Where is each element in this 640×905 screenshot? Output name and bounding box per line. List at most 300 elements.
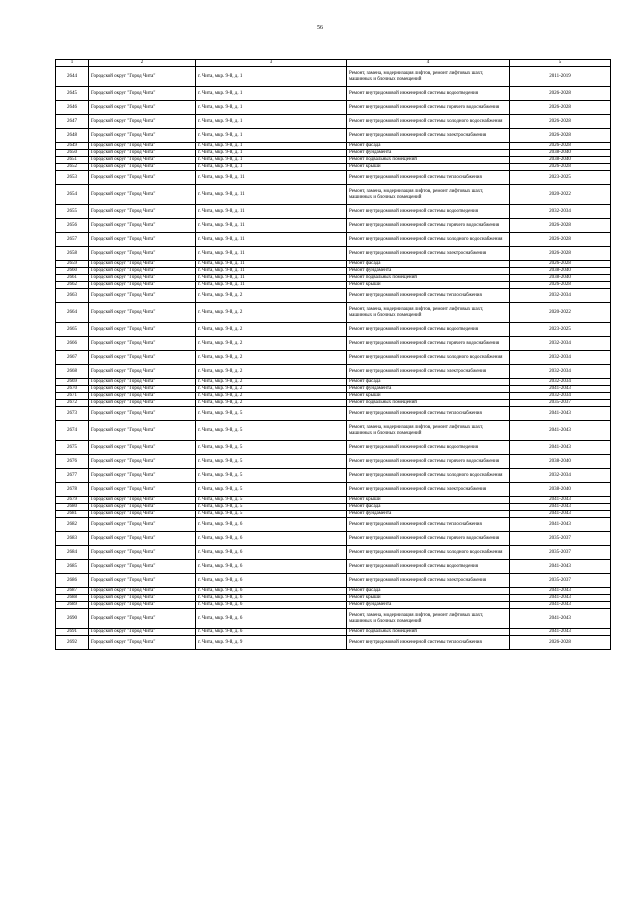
period-cell: 2032-2034 (510, 365, 611, 379)
address-cell: г. Чита, мкр. 9-й, д. 11 (196, 171, 347, 185)
work-type-cell: Ремонт крыши (347, 497, 510, 504)
municipality-cell: Городской округ "Город Чита" (89, 518, 196, 532)
work-type-cell: Ремонт внутридомовой инженерной системы электроснабжения (347, 483, 510, 497)
work-type-cell: Ремонт внутридомовой инженерной системы электроснабжения (347, 247, 510, 261)
address-cell: г. Чита, мкр. 9-й, д. 1 (196, 115, 347, 129)
work-type-cell: Ремонт фасада (347, 261, 510, 268)
municipality-cell: Городской округ "Город Чита" (89, 365, 196, 379)
row-number-cell: 2687 (56, 588, 89, 595)
period-cell: 2026-2028 (510, 233, 611, 247)
work-type-cell: Ремонт крыши (347, 393, 510, 400)
work-type-cell: Ремонт внутридомовой инженерной системы теплоснабжения (347, 636, 510, 650)
table-row (56, 546, 611, 560)
address-cell: г. Чита, мкр. 9-й, д. 5 (196, 497, 347, 504)
address-cell: г. Чита, мкр. 9-й, д. 2 (196, 365, 347, 379)
address-cell: г. Чита, мкр. 9-й, д. 6 (196, 518, 347, 532)
period-cell: 2035-2037 (510, 574, 611, 588)
address-cell: г. Чита, мкр. 9-й, д. 1 (196, 67, 347, 87)
period-cell: 2041-2043 (510, 609, 611, 629)
municipality-cell: Городской округ "Город Чита" (89, 595, 196, 602)
period-cell: 2038-2040 (510, 455, 611, 469)
work-type-cell: Ремонт фундамента (347, 268, 510, 275)
table-row (56, 268, 611, 275)
municipality-cell: Городской округ "Город Чита" (89, 574, 196, 588)
period-cell: 2026-2028 (510, 282, 611, 289)
row-number-cell: 2647 (56, 115, 89, 129)
row-number-cell: 2645 (56, 87, 89, 101)
period-cell: 2041-2043 (510, 588, 611, 595)
municipality-cell: Городской округ "Город Чита" (89, 205, 196, 219)
municipality-cell: Городской округ "Город Чита" (89, 143, 196, 150)
table-row (56, 351, 611, 365)
address-cell: г. Чита, мкр. 9-й, д. 5 (196, 483, 347, 497)
address-cell: г. Чита, мкр. 9-й, д. 6 (196, 546, 347, 560)
address-cell: г. Чита, мкр. 9-й, д. 9 (196, 636, 347, 650)
work-type-cell: Ремонт, замена, модернизация лифтов, ремонт лифтовых шахт, машинных и блочных помещений (347, 303, 510, 323)
work-type-cell: Ремонт фундамента (347, 150, 510, 157)
table-row (56, 595, 611, 602)
period-cell: 2041-2043 (510, 421, 611, 441)
work-type-cell: Ремонт подвальных помещений (347, 629, 510, 636)
table-row (56, 164, 611, 171)
period-cell: 2026-2028 (510, 101, 611, 115)
work-type-cell: Ремонт внутридомовой инженерной системы холодного водоснабжения (347, 469, 510, 483)
row-number-cell: 2670 (56, 386, 89, 393)
address-cell: г. Чита, мкр. 9-й, д. 1 (196, 150, 347, 157)
period-cell: 2026-2028 (510, 247, 611, 261)
period-cell: 2023-2025 (510, 171, 611, 185)
address-cell: г. Чита, мкр. 9-й, д. 11 (196, 233, 347, 247)
period-cell: 2041-2043 (510, 407, 611, 421)
address-cell: г. Чита, мкр. 9-й, д. 5 (196, 421, 347, 441)
table-row (56, 504, 611, 511)
address-cell: г. Чита, мкр. 9-й, д. 5 (196, 511, 347, 518)
period-cell: 2035-2037 (510, 400, 611, 407)
municipality-cell: Городской округ "Город Чита" (89, 282, 196, 289)
period-cell: 2026-2028 (510, 87, 611, 101)
municipality-cell: Городской округ "Город Чита" (89, 337, 196, 351)
municipality-cell: Городской округ "Город Чита" (89, 441, 196, 455)
table-row (56, 150, 611, 157)
municipality-cell: Городской округ "Город Чита" (89, 636, 196, 650)
table-row (56, 282, 611, 289)
municipality-cell: Городской округ "Город Чита" (89, 602, 196, 609)
address-cell: г. Чита, мкр. 9-й, д. 5 (196, 504, 347, 511)
address-cell: г. Чита, мкр. 9-й, д. 6 (196, 602, 347, 609)
address-cell: г. Чита, мкр. 9-й, д. 11 (196, 275, 347, 282)
municipality-cell: Городской округ "Город Чита" (89, 560, 196, 574)
period-cell: 2041-2043 (510, 504, 611, 511)
address-cell: г. Чита, мкр. 9-й, д. 6 (196, 595, 347, 602)
work-type-cell: Ремонт внутридомовой инженерной системы водоотведения (347, 441, 510, 455)
table-row (56, 609, 611, 629)
row-number-cell: 2674 (56, 421, 89, 441)
table-row (56, 289, 611, 303)
municipality-cell: Городской округ "Город Чита" (89, 67, 196, 87)
municipality-cell: Городской округ "Город Чита" (89, 150, 196, 157)
table-row (56, 205, 611, 219)
row-number-cell: 2667 (56, 351, 89, 365)
municipality-cell: Городской округ "Город Чита" (89, 275, 196, 282)
row-number-cell: 2660 (56, 268, 89, 275)
work-type-cell: Ремонт внутридомовой инженерной системы электроснабжения (347, 574, 510, 588)
table-row (56, 185, 611, 205)
work-type-cell: Ремонт внутридомовой инженерной системы теплоснабжения (347, 289, 510, 303)
column-header-2: 2 (89, 60, 196, 67)
address-cell: г. Чита, мкр. 9-й, д. 5 (196, 455, 347, 469)
address-cell: г. Чита, мкр. 9-й, д. 2 (196, 303, 347, 323)
municipality-cell: Городской округ "Город Чита" (89, 261, 196, 268)
period-cell: 2041-2043 (510, 441, 611, 455)
address-cell: г. Чита, мкр. 9-й, д. 11 (196, 247, 347, 261)
period-cell: 2026-2028 (510, 261, 611, 268)
row-number-cell: 2671 (56, 393, 89, 400)
row-number-cell: 2677 (56, 469, 89, 483)
row-number-cell: 2685 (56, 560, 89, 574)
address-cell: г. Чита, мкр. 9-й, д. 5 (196, 407, 347, 421)
period-cell: 2038-2040 (510, 150, 611, 157)
work-type-cell: Ремонт фасада (347, 504, 510, 511)
address-cell: г. Чита, мкр. 9-й, д. 6 (196, 560, 347, 574)
table-row (56, 629, 611, 636)
row-number-cell: 2651 (56, 157, 89, 164)
page-number: 56 (317, 25, 323, 31)
municipality-cell: Городской округ "Город Чита" (89, 609, 196, 629)
table-row (56, 469, 611, 483)
period-cell: 2032-2034 (510, 469, 611, 483)
address-cell: г. Чита, мкр. 9-й, д. 6 (196, 574, 347, 588)
row-number-cell: 2656 (56, 219, 89, 233)
address-cell: г. Чита, мкр. 9-й, д. 1 (196, 157, 347, 164)
municipality-cell: Городской округ "Город Чита" (89, 247, 196, 261)
table-row (56, 407, 611, 421)
address-cell: г. Чита, мкр. 9-й, д. 2 (196, 400, 347, 407)
address-cell: г. Чита, мкр. 9-й, д. 5 (196, 469, 347, 483)
address-cell: г. Чита, мкр. 9-й, д. 1 (196, 87, 347, 101)
table-row (56, 511, 611, 518)
municipality-cell: Городской округ "Город Чита" (89, 157, 196, 164)
work-type-cell: Ремонт внутридомовой инженерной системы горячего водоснабжения (347, 337, 510, 351)
work-type-cell: Ремонт внутридомовой инженерной системы водоотведения (347, 323, 510, 337)
period-cell: 2011-2019 (510, 67, 611, 87)
row-number-cell: 2690 (56, 609, 89, 629)
address-cell: г. Чита, мкр. 9-й, д. 2 (196, 337, 347, 351)
municipality-cell: Городской округ "Город Чита" (89, 164, 196, 171)
column-header-3: 3 (196, 60, 347, 67)
work-type-cell: Ремонт внутридомовой инженерной системы водоотведения (347, 560, 510, 574)
row-number-cell: 2646 (56, 101, 89, 115)
table-row (56, 129, 611, 143)
work-type-cell: Ремонт внутридомовой инженерной системы холодного водоснабжения (347, 351, 510, 365)
table-row (56, 303, 611, 323)
work-type-cell: Ремонт внутридомовой инженерной системы горячего водоснабжения (347, 219, 510, 233)
address-cell: г. Чита, мкр. 9-й, д. 2 (196, 323, 347, 337)
table-row (56, 532, 611, 546)
municipality-cell: Городской округ "Город Чита" (89, 483, 196, 497)
row-number-cell: 2664 (56, 303, 89, 323)
row-number-cell: 2669 (56, 379, 89, 386)
period-cell: 2038-2040 (510, 483, 611, 497)
municipality-cell: Городской округ "Город Чита" (89, 407, 196, 421)
table-row (56, 393, 611, 400)
municipality-cell: Городской округ "Город Чита" (89, 386, 196, 393)
row-number-cell: 2658 (56, 247, 89, 261)
period-cell: 2038-2040 (510, 275, 611, 282)
period-cell: 2026-2028 (510, 636, 611, 650)
row-number-cell: 2675 (56, 441, 89, 455)
address-cell: г. Чита, мкр. 9-й, д. 1 (196, 129, 347, 143)
address-cell: г. Чита, мкр. 9-й, д. 5 (196, 441, 347, 455)
table-row (56, 323, 611, 337)
work-type-cell: Ремонт внутридомовой инженерной системы холодного водоснабжения (347, 546, 510, 560)
table-row (56, 157, 611, 164)
work-type-cell: Ремонт крыши (347, 595, 510, 602)
period-cell: 2020-2022 (510, 303, 611, 323)
table-row (56, 275, 611, 282)
row-number-cell: 2654 (56, 185, 89, 205)
row-number-cell: 2676 (56, 455, 89, 469)
period-cell: 2038-2040 (510, 268, 611, 275)
period-cell: 2035-2037 (510, 532, 611, 546)
row-number-cell: 2662 (56, 282, 89, 289)
period-cell: 2041-2043 (510, 629, 611, 636)
period-cell: 2035-2037 (510, 546, 611, 560)
address-cell: г. Чита, мкр. 9-й, д. 11 (196, 268, 347, 275)
row-number-cell: 2681 (56, 511, 89, 518)
municipality-cell: Городской округ "Город Чита" (89, 379, 196, 386)
work-type-cell: Ремонт внутридомовой инженерной системы горячего водоснабжения (347, 532, 510, 546)
work-type-cell: Ремонт подвальных помещений (347, 157, 510, 164)
table-row (56, 219, 611, 233)
address-cell: г. Чита, мкр. 9-й, д. 6 (196, 588, 347, 595)
column-number-row (56, 60, 611, 67)
table-row (56, 588, 611, 595)
municipality-cell: Городской округ "Город Чита" (89, 629, 196, 636)
row-number-cell: 2692 (56, 636, 89, 650)
table-row (56, 365, 611, 379)
row-number-cell: 2644 (56, 67, 89, 87)
work-type-cell: Ремонт внутридомовой инженерной системы водоотведения (347, 87, 510, 101)
work-type-cell: Ремонт фасада (347, 379, 510, 386)
address-cell: г. Чита, мкр. 9-й, д. 11 (196, 185, 347, 205)
address-cell: г. Чита, мкр. 9-й, д. 2 (196, 289, 347, 303)
row-number-cell: 2678 (56, 483, 89, 497)
table-row (56, 602, 611, 609)
work-type-cell: Ремонт фундамента (347, 511, 510, 518)
work-type-cell: Ремонт внутридомовой инженерной системы водоотведения (347, 205, 510, 219)
row-number-cell: 2653 (56, 171, 89, 185)
row-number-cell: 2650 (56, 150, 89, 157)
work-type-cell: Ремонт, замена, модернизация лифтов, ремонт лифтовых шахт, машинных и блочных помещений (347, 67, 510, 87)
address-cell: г. Чита, мкр. 9-й, д. 11 (196, 205, 347, 219)
address-cell: г. Чита, мкр. 9-й, д. 1 (196, 101, 347, 115)
row-number-cell: 2668 (56, 365, 89, 379)
table-row (56, 379, 611, 386)
address-cell: г. Чита, мкр. 9-й, д. 2 (196, 393, 347, 400)
row-number-cell: 2649 (56, 143, 89, 150)
period-cell: 2026-2028 (510, 164, 611, 171)
work-type-cell: Ремонт внутридомовой инженерной системы теплоснабжения (347, 171, 510, 185)
table-row (56, 421, 611, 441)
address-cell: г. Чита, мкр. 9-й, д. 11 (196, 219, 347, 233)
address-cell: г. Чита, мкр. 9-й, д. 6 (196, 609, 347, 629)
row-number-cell: 2672 (56, 400, 89, 407)
period-cell: 2041-2043 (510, 518, 611, 532)
municipality-cell: Городской округ "Город Чита" (89, 171, 196, 185)
row-number-cell: 2688 (56, 595, 89, 602)
municipality-cell: Городской округ "Город Чита" (89, 233, 196, 247)
work-type-cell: Ремонт внутридомовой инженерной системы электроснабжения (347, 365, 510, 379)
table-row (56, 233, 611, 247)
table-row (56, 67, 611, 87)
table-row (56, 455, 611, 469)
row-number-cell: 2682 (56, 518, 89, 532)
table-row (56, 560, 611, 574)
municipality-cell: Городской округ "Город Чита" (89, 455, 196, 469)
period-cell: 2032-2034 (510, 393, 611, 400)
table-row (56, 518, 611, 532)
row-number-cell: 2689 (56, 602, 89, 609)
work-type-cell: Ремонт фундамента (347, 386, 510, 393)
municipality-cell: Городской округ "Город Чита" (89, 588, 196, 595)
municipality-cell: Городской округ "Город Чита" (89, 351, 196, 365)
municipality-cell: Городской округ "Город Чита" (89, 115, 196, 129)
table-row (56, 247, 611, 261)
work-type-cell: Ремонт подвальных помещений (347, 275, 510, 282)
work-type-cell: Ремонт фундамента (347, 602, 510, 609)
period-cell: 2026-2028 (510, 143, 611, 150)
address-cell: г. Чита, мкр. 9-й, д. 2 (196, 386, 347, 393)
period-cell: 2032-2034 (510, 351, 611, 365)
municipality-cell: Городской округ "Город Чита" (89, 546, 196, 560)
row-number-cell: 2665 (56, 323, 89, 337)
work-type-cell: Ремонт, замена, модернизация лифтов, ремонт лифтовых шахт, машинных и блочных помещений (347, 185, 510, 205)
column-header-1: 1 (56, 60, 89, 67)
work-type-cell: Ремонт крыши (347, 164, 510, 171)
period-cell: 2032-2034 (510, 379, 611, 386)
municipality-cell: Городской округ "Город Чита" (89, 289, 196, 303)
table-row (56, 115, 611, 129)
work-type-cell: Ремонт крыши (347, 282, 510, 289)
municipality-cell: Городской округ "Город Чита" (89, 185, 196, 205)
work-type-cell: Ремонт фасада (347, 588, 510, 595)
municipality-cell: Городской округ "Город Чита" (89, 101, 196, 115)
row-number-cell: 2679 (56, 497, 89, 504)
work-type-cell: Ремонт внутридомовой инженерной системы горячего водоснабжения (347, 101, 510, 115)
row-number-cell: 2684 (56, 546, 89, 560)
period-cell: 2041-2043 (510, 511, 611, 518)
table-row (56, 386, 611, 393)
work-type-cell: Ремонт внутридомовой инженерной системы горячего водоснабжения (347, 455, 510, 469)
table-row (56, 337, 611, 351)
row-number-cell: 2648 (56, 129, 89, 143)
municipality-cell: Городской округ "Город Чита" (89, 400, 196, 407)
work-type-cell: Ремонт, замена, модернизация лифтов, ремонт лифтовых шахт, машинных и блочных помещений (347, 421, 510, 441)
table-row (56, 441, 611, 455)
table-row (56, 87, 611, 101)
work-type-cell: Ремонт внутридомовой инженерной системы теплоснабжения (347, 518, 510, 532)
municipality-cell: Городской округ "Город Чита" (89, 323, 196, 337)
work-type-cell: Ремонт внутридомовой инженерной системы теплоснабжения (347, 407, 510, 421)
period-cell: 2041-2043 (510, 602, 611, 609)
period-cell: 2032-2034 (510, 205, 611, 219)
period-cell: 2023-2025 (510, 323, 611, 337)
address-cell: г. Чита, мкр. 9-й, д. 1 (196, 143, 347, 150)
municipality-cell: Городской округ "Город Чита" (89, 421, 196, 441)
period-cell: 2041-2043 (510, 560, 611, 574)
municipality-cell: Городской округ "Город Чита" (89, 469, 196, 483)
period-cell: 2032-2034 (510, 289, 611, 303)
municipality-cell: Городской округ "Город Чита" (89, 497, 196, 504)
period-cell: 2032-2034 (510, 337, 611, 351)
municipality-cell: Городской округ "Город Чита" (89, 504, 196, 511)
period-cell: 2041-2043 (510, 497, 611, 504)
table-body (56, 67, 611, 650)
work-type-cell: Ремонт внутридомовой инженерной системы холодного водоснабжения (347, 233, 510, 247)
table-row (56, 400, 611, 407)
address-cell: г. Чита, мкр. 9-й, д. 6 (196, 532, 347, 546)
period-cell: 2026-2028 (510, 129, 611, 143)
work-type-cell: Ремонт фасада (347, 143, 510, 150)
work-type-cell: Ремонт внутридомовой инженерной системы холодного водоснабжения (347, 115, 510, 129)
row-number-cell: 2683 (56, 532, 89, 546)
work-type-cell: Ремонт внутридомовой инженерной системы электроснабжения (347, 129, 510, 143)
municipality-cell: Городской округ "Город Чита" (89, 303, 196, 323)
row-number-cell: 2673 (56, 407, 89, 421)
municipality-cell: Городской округ "Город Чита" (89, 511, 196, 518)
municipality-cell: Городской округ "Город Чита" (89, 87, 196, 101)
row-number-cell: 2657 (56, 233, 89, 247)
table-row (56, 497, 611, 504)
address-cell: г. Чита, мкр. 9-й, д. 6 (196, 629, 347, 636)
municipality-cell: Городской округ "Город Чита" (89, 268, 196, 275)
table-row (56, 574, 611, 588)
municipality-cell: Городской округ "Город Чита" (89, 129, 196, 143)
table-row (56, 483, 611, 497)
address-cell: г. Чита, мкр. 9-й, д. 1 (196, 164, 347, 171)
municipality-cell: Городской округ "Город Чита" (89, 393, 196, 400)
period-cell: 2041-2043 (510, 595, 611, 602)
period-cell: 2038-2040 (510, 157, 611, 164)
table-row (56, 143, 611, 150)
row-number-cell: 2661 (56, 275, 89, 282)
row-number-cell: 2652 (56, 164, 89, 171)
row-number-cell: 2691 (56, 629, 89, 636)
table-row (56, 636, 611, 650)
table-row (56, 101, 611, 115)
row-number-cell: 2666 (56, 337, 89, 351)
address-cell: г. Чита, мкр. 9-й, д. 2 (196, 379, 347, 386)
table-row (56, 261, 611, 268)
repair-schedule-table (55, 59, 611, 650)
row-number-cell: 2655 (56, 205, 89, 219)
address-cell: г. Чита, мкр. 9-й, д. 11 (196, 261, 347, 268)
row-number-cell: 2686 (56, 574, 89, 588)
period-cell: 2041-2043 (510, 386, 611, 393)
period-cell: 2026-2028 (510, 219, 611, 233)
row-number-cell: 2680 (56, 504, 89, 511)
row-number-cell: 2663 (56, 289, 89, 303)
municipality-cell: Городской округ "Город Чита" (89, 532, 196, 546)
address-cell: г. Чита, мкр. 9-й, д. 11 (196, 282, 347, 289)
municipality-cell: Городской округ "Город Чита" (89, 219, 196, 233)
period-cell: 2020-2022 (510, 185, 611, 205)
address-cell: г. Чита, мкр. 9-й, д. 2 (196, 351, 347, 365)
row-number-cell: 2659 (56, 261, 89, 268)
work-type-cell: Ремонт подвальных помещений (347, 400, 510, 407)
column-header-4: 4 (347, 60, 510, 67)
column-header-5: 5 (510, 60, 611, 67)
